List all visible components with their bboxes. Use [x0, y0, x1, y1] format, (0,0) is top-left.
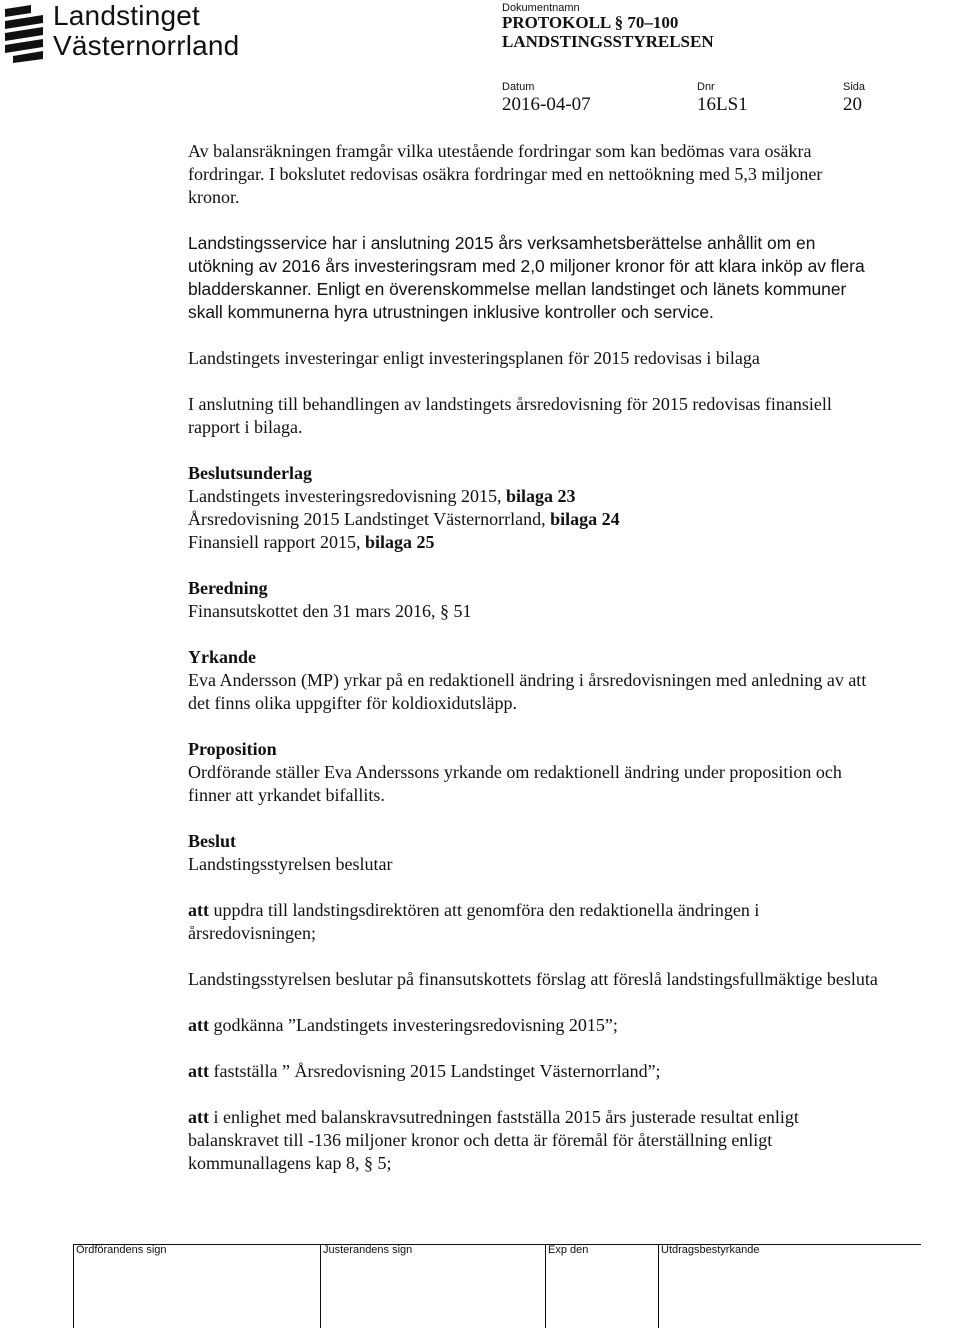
att-clause-1-text: uppdra till landstingsdirektören att genomföra den redaktionella ändringen i årsredovisningen; — [188, 900, 760, 943]
att-clause-1 — [188, 899, 878, 945]
att-clause-2-text: godkänna ”Landstingets investeringsredovisning 2015”; — [209, 1015, 618, 1035]
logo-line-2: Västernorrland — [53, 30, 240, 61]
footer-divider — [73, 1244, 921, 1245]
beslut-text: Landstingsstyrelsen beslutar — [188, 854, 393, 874]
beslutsunderlag-item-1 — [188, 485, 878, 508]
footer-justerandens-sign: Justerandens sign — [323, 1244, 413, 1256]
heading-proposition: Proposition — [188, 739, 277, 759]
doc-name-line-1: PROTOKOLL § 70–100 — [502, 13, 679, 32]
logo-wordmark — [53, 1, 239, 61]
att-clause-2-keyword: att — [188, 1015, 209, 1035]
beslutsunderlag-item-3 — [188, 531, 878, 554]
att-clause-3-keyword: att — [188, 1061, 209, 1081]
landstinget-logo-icon — [3, 3, 45, 63]
paragraph-landstingsservice-part-2: Enligt en överenskommelse mellan landstinget och länets kommuner skall kommunerna hyra utrustningen inklusive kontroller och service. — [188, 279, 847, 322]
beslutsunderlag-item-2-text: Årsredovisning 2015 Landstinget Västernorrland, — [188, 509, 551, 529]
beslut-forslag-text: Landstingsstyrelsen beslutar på finansutskottets förslag att föreslå landstingsfullmäktige besluta — [188, 969, 878, 989]
date-label: Datum — [502, 81, 535, 93]
dnr-value: 16LS1 — [697, 94, 748, 115]
footer-box-divider-3 — [545, 1244, 546, 1328]
doc-name-line-2: LANDSTINGSSTYRELSEN — [502, 32, 714, 51]
paragraph-landstingsservice — [188, 232, 878, 324]
paragraph-fordringar: Av balansräkningen framgår vilka utestående fordringar som kan bedömas vara osäkra fordringar. I bokslutet redovisas osäkra fordringar med en nettoökning med 5,3 miljoner kronor. — [188, 141, 823, 207]
document-body — [188, 140, 878, 1175]
heading-yrkande: Yrkande — [188, 647, 257, 667]
proposition-text: Ordförande ställer Eva Anderssons yrkande om redaktionell ändring under proposition och finner att yrkandet bifallits. — [188, 762, 842, 805]
doc-name-label: Dokumentnamn — [502, 2, 580, 14]
dnr-label: Dnr — [697, 81, 715, 93]
att-clause-1-keyword: att — [188, 900, 209, 920]
paragraph-landstingsservice-part-1: Landstingsservice har i anslutning 2015 års verksamhetsberättelse anhållit om en utökning av 2016 års investeringsram med 2,0 miljoner kronor för att klara inköp av flera bladderskanner. — [188, 233, 865, 299]
paragraph-investeringar: Landstingets investeringar enligt investeringsplanen för 2015 redovisas i bilaga — [188, 348, 760, 368]
yrkande-text: Eva Andersson (MP) yrkar på en redaktionell ändring i årsredovisningen med anledning av att det finns olika uppgifter för koldioxidutsläpp. — [188, 670, 867, 713]
att-clause-4 — [188, 1106, 878, 1175]
beslutsunderlag-item-1-bilaga: bilaga 23 — [505, 486, 576, 506]
beredning-text: Finansutskottet den 31 mars 2016, § 51 — [188, 601, 472, 621]
footer-box-divider-4 — [658, 1244, 659, 1328]
logo-line-1: Landstinget — [53, 0, 200, 31]
page-number: 20 — [843, 94, 862, 115]
paragraph-finansiell-rapport: I anslutning till behandlingen av landstingets årsredovisning för 2015 redovisas finansiell rapport i bilaga. — [188, 394, 832, 437]
heading-beredning: Beredning — [188, 578, 268, 598]
footer-utdragsbestyrkande: Utdragsbestyrkande — [661, 1244, 760, 1256]
att-clause-2 — [188, 1014, 878, 1037]
beslutsunderlag-item-3-text: Finansiell rapport 2015, — [188, 532, 365, 552]
footer-box-divider-2 — [320, 1244, 321, 1328]
att-clause-4-text: i enlighet med balanskravsutredningen fastställa 2015 års justerade resultat enligt balanskravet till -136 miljoner kronor och detta är föremål för återställning enligt kommunallagens kap 8, § 5; — [188, 1107, 799, 1173]
footer-exp-den: Exp den — [548, 1244, 589, 1256]
att-clause-3 — [188, 1060, 878, 1083]
heading-beslutsunderlag: Beslutsunderlag — [188, 463, 313, 483]
beslutsunderlag-item-2 — [188, 508, 878, 531]
footer-box-divider-1 — [73, 1244, 74, 1328]
heading-beslut: Beslut — [188, 831, 237, 851]
footer-ordforandens-sign: Ordförandens sign — [76, 1244, 167, 1256]
date-value: 2016-04-07 — [502, 94, 591, 115]
beslutsunderlag-item-1-text: Landstingets investeringsredovisning 2015, — [188, 486, 506, 506]
page-label: Sida — [843, 81, 866, 93]
beslutsunderlag-item-2-bilaga: bilaga 24 — [550, 509, 620, 529]
landstinget-logo — [0, 0, 280, 68]
att-clause-3-text: fastställa ” Årsredovisning 2015 Landstinget Västernorrland”; — [209, 1061, 661, 1081]
beslutsunderlag-item-3-bilaga: bilaga 25 — [364, 532, 435, 552]
att-clause-4-keyword: att — [188, 1107, 209, 1127]
